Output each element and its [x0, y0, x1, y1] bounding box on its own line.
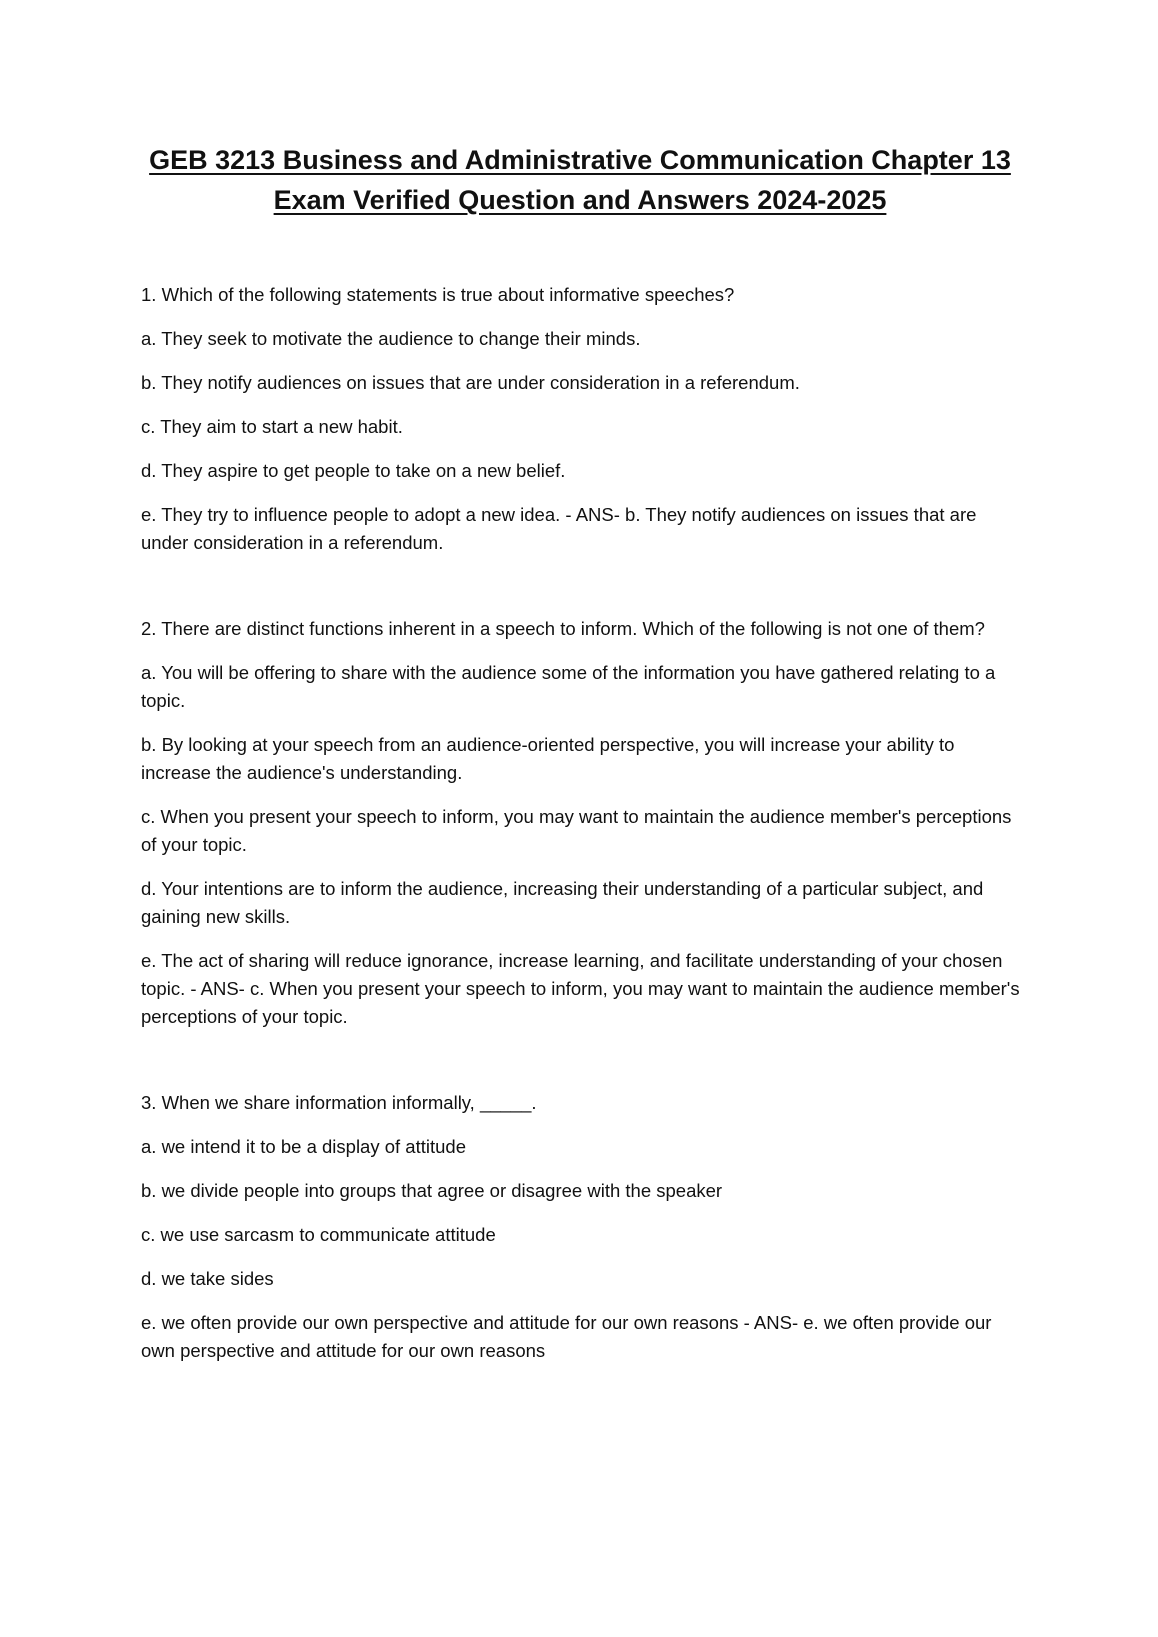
answer-option-e-with-answer: e. They try to influence people to adopt a new idea. - ANS- b. They notify audiences on issues that are under consideration in a referendum.: [141, 504, 977, 553]
question-text: 2. There are distinct functions inherent in a speech to inform. Which of the following is not one of them?: [141, 618, 985, 639]
answer-option-b: b. we divide people into groups that agree or disagree with the speaker: [141, 1180, 723, 1201]
question-text: 1. Which of the following statements is true about informative speeches?: [141, 284, 735, 305]
document-title-line-2: Exam Verified Question and Answers 2024-2025: [273, 185, 887, 215]
document-title-line-1: GEB 3213 Business and Administrative Communication Chapter 13: [149, 145, 1011, 175]
answer-option-a: a. we intend it to be a display of attitude: [141, 1136, 466, 1157]
answer-option-d: d. They aspire to get people to take on a new belief.: [141, 460, 566, 481]
answer-option-d: d. we take sides: [141, 1268, 274, 1289]
question-list: [141, 281, 1021, 1365]
answer-option-a: a. You will be offering to share with the audience some of the information you have gathered relating to a topic.: [141, 662, 996, 711]
answer-option-d: d. Your intentions are to inform the audience, increasing their understanding of a particular subject, and gaining new skills.: [141, 878, 984, 927]
answer-option-a: a. They seek to motivate the audience to change their minds.: [141, 328, 641, 349]
answer-option-b: b. By looking at your speech from an audience-oriented perspective, you will increase your ability to increase the audience's understanding.: [141, 734, 955, 783]
question-3: [141, 1089, 1021, 1365]
answer-option-e-with-answer: e. The act of sharing will reduce ignorance, increase learning, and facilitate understanding of your chosen topic. - ANS- c. When you present your speech to inform, you may want to maintain the audience member's perceptions of your topic.: [141, 950, 1020, 1027]
answer-option-c: c. we use sarcasm to communicate attitude: [141, 1224, 496, 1245]
document-title: [100, 140, 1060, 220]
question-1: [141, 281, 1021, 557]
answer-option-e-with-answer: e. we often provide our own perspective and attitude for our own reasons - ANS- e. we often provide our own perspective and attitude for our own reasons: [141, 1312, 992, 1361]
answer-option-c: c. They aim to start a new habit.: [141, 416, 403, 437]
question-2: [141, 615, 1021, 1031]
question-text: 3. When we share information informally, _____.: [141, 1092, 537, 1113]
answer-option-c: c. When you present your speech to inform, you may want to maintain the audience member's perceptions of your topic.: [141, 806, 1012, 855]
answer-option-b: b. They notify audiences on issues that are under consideration in a referendum.: [141, 372, 800, 393]
